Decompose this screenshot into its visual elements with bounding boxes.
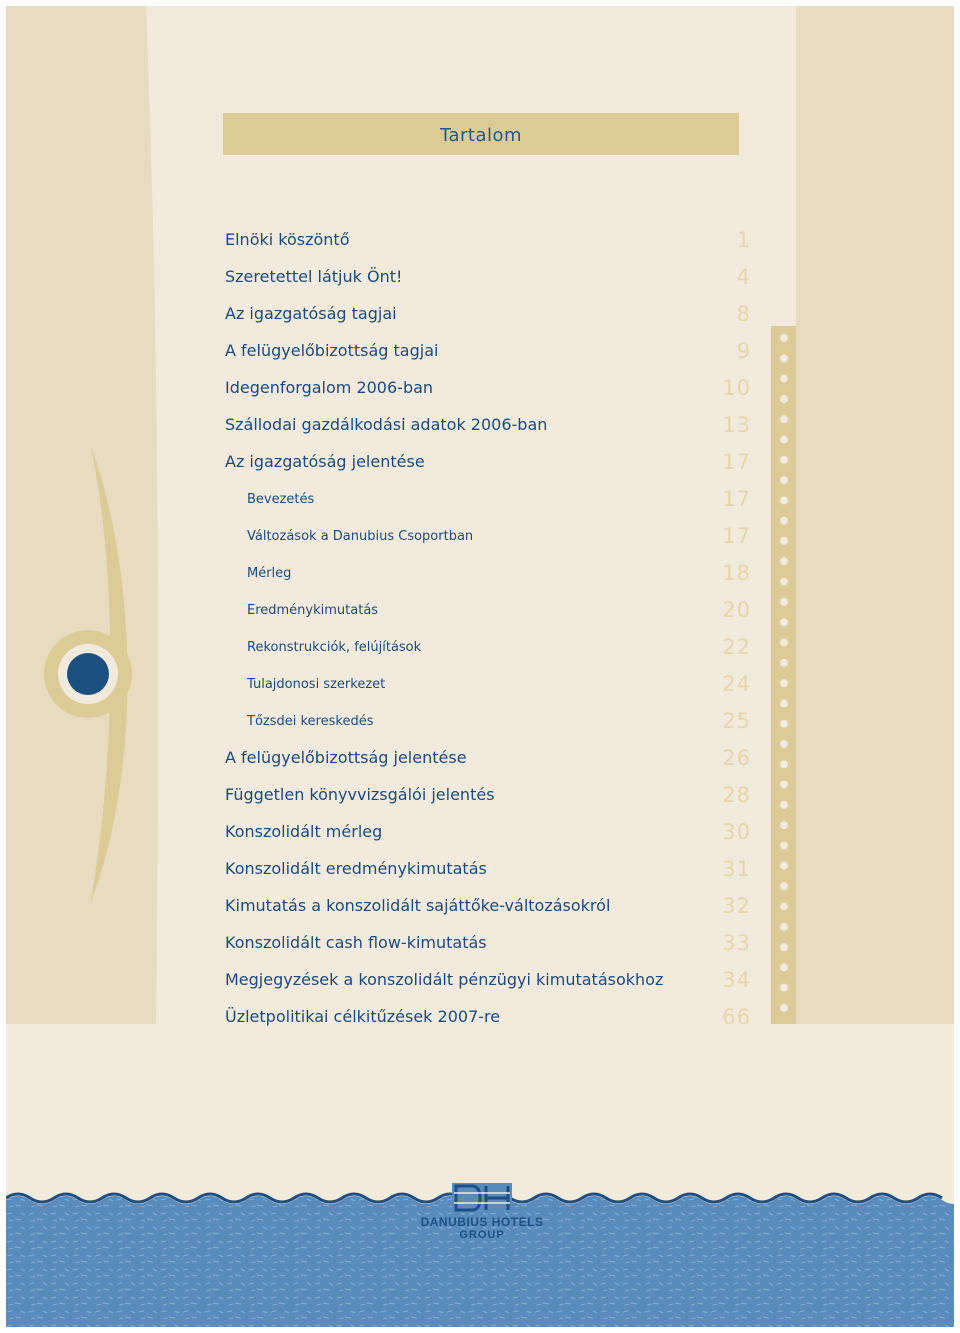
blue-dot-icon bbox=[67, 653, 109, 695]
dh-logo-icon bbox=[452, 1183, 512, 1213]
dot-mark bbox=[780, 740, 788, 748]
toc-entry-label: Konszolidált cash flow-kimutatás bbox=[225, 933, 487, 952]
dot-mark bbox=[780, 395, 788, 403]
left-panel bbox=[6, 6, 158, 1024]
dot-mark bbox=[780, 639, 788, 647]
page bbox=[6, 6, 954, 1327]
toc-entry[interactable] bbox=[225, 452, 753, 482]
toc-entry[interactable] bbox=[225, 1007, 753, 1037]
dot-mark bbox=[780, 699, 788, 707]
dot-mark bbox=[780, 842, 788, 850]
toc-entry-label: Független könyvvizsgálói jelentés bbox=[225, 785, 495, 804]
dot-mark bbox=[780, 943, 788, 951]
toc-entry-label: Szállodai gazdálkodási adatok 2006-ban bbox=[225, 415, 548, 434]
toc-page-number: 33 bbox=[722, 931, 751, 955]
toc-page-number: 8 bbox=[736, 302, 751, 326]
toc-entry[interactable] bbox=[225, 600, 753, 630]
toc-entry[interactable] bbox=[225, 267, 753, 297]
toc-entry[interactable] bbox=[225, 896, 753, 926]
toc-entry-label: Eredménykimutatás bbox=[247, 603, 379, 618]
dot-mark bbox=[780, 375, 788, 383]
toc-entry-label: Kimutatás a konszolidált sajáttőke-változásokról bbox=[225, 896, 611, 915]
dot-mark bbox=[780, 801, 788, 809]
toc-entry[interactable] bbox=[225, 563, 753, 593]
toc-page-number: 17 bbox=[722, 450, 751, 474]
toc-page-number: 13 bbox=[722, 413, 751, 437]
dot-mark bbox=[780, 963, 788, 971]
toc-entry-label: Tulajdonosi szerkezet bbox=[247, 677, 386, 692]
toc-entry-label: Az igazgatóság jelentése bbox=[225, 452, 425, 471]
toc-entry-label: Mérleg bbox=[247, 566, 292, 581]
toc-page-number: 24 bbox=[722, 672, 751, 696]
logo-text-line1: DANUBIUS HOTELS bbox=[420, 1215, 544, 1229]
toc-entry[interactable] bbox=[225, 933, 753, 963]
toc-entry[interactable] bbox=[225, 674, 753, 704]
danubius-logo bbox=[402, 1183, 562, 1243]
dot-mark bbox=[780, 862, 788, 870]
dot-mark bbox=[780, 517, 788, 525]
toc-page-number: 28 bbox=[722, 783, 751, 807]
dot-mark bbox=[780, 720, 788, 728]
dot-mark bbox=[780, 476, 788, 484]
toc-entry-label: Üzletpolitikai célkitűzések 2007-re bbox=[225, 1007, 501, 1026]
toc-entry[interactable] bbox=[225, 859, 753, 889]
title-bar bbox=[223, 113, 739, 155]
dot-mark bbox=[780, 902, 788, 910]
toc-entry-label: Az igazgatóság tagjai bbox=[225, 304, 397, 323]
toc-page-number: 25 bbox=[722, 709, 751, 733]
toc-page-number: 20 bbox=[722, 598, 751, 622]
toc-page-number: 66 bbox=[722, 1005, 751, 1029]
toc-page-number: 1 bbox=[736, 228, 751, 252]
toc-entry[interactable] bbox=[225, 378, 753, 408]
toc-entry-label: Tőzsdei kereskedés bbox=[247, 714, 374, 729]
toc-entry-label: Idegenforgalom 2006-ban bbox=[225, 378, 434, 397]
toc-page-number: 32 bbox=[722, 894, 751, 918]
toc-page-number: 17 bbox=[722, 487, 751, 511]
toc-entry-label: A felügyelőbizottság jelentése bbox=[225, 748, 467, 767]
toc-entry-label: Változások a Danubius Csoportban bbox=[247, 529, 474, 544]
toc-entry[interactable] bbox=[225, 304, 753, 334]
toc-page-number: 4 bbox=[736, 265, 751, 289]
dot-mark bbox=[780, 557, 788, 565]
toc-page-number: 30 bbox=[722, 820, 751, 844]
toc-entry-label: A felügyelőbizottság tagjai bbox=[225, 341, 439, 360]
toc-page-number: 10 bbox=[722, 376, 751, 400]
right-panel bbox=[796, 6, 954, 1024]
dot-mark bbox=[780, 436, 788, 444]
toc-entry-label: Konszolidált mérleg bbox=[225, 822, 383, 841]
dot-mark bbox=[780, 781, 788, 789]
dot-mark bbox=[780, 537, 788, 545]
toc-page-number: 22 bbox=[722, 635, 751, 659]
page-title: Tartalom bbox=[439, 125, 523, 146]
toc-entry-label: Megjegyzések a konszolidált pénzügyi kimutatásokhoz bbox=[225, 970, 664, 989]
dot-mark bbox=[780, 659, 788, 667]
dot-mark bbox=[780, 334, 788, 342]
toc-page-number: 17 bbox=[722, 524, 751, 548]
toc-entry-label: Bevezetés bbox=[247, 492, 315, 507]
toc-entry[interactable] bbox=[225, 748, 753, 778]
toc-entry[interactable] bbox=[225, 711, 753, 741]
dot-mark bbox=[780, 598, 788, 606]
dot-mark bbox=[780, 984, 788, 992]
toc-entry[interactable] bbox=[225, 230, 753, 260]
dot-mark bbox=[780, 415, 788, 423]
toc-entry[interactable] bbox=[225, 415, 753, 445]
dot-mark bbox=[780, 496, 788, 504]
logo-text-line2: GROUP bbox=[459, 1229, 505, 1241]
toc-entry[interactable] bbox=[225, 489, 753, 519]
toc-page-number: 26 bbox=[722, 746, 751, 770]
dot-mark bbox=[780, 760, 788, 768]
dot-mark bbox=[780, 618, 788, 626]
toc-page-number: 31 bbox=[722, 857, 751, 881]
toc-entry[interactable] bbox=[225, 526, 753, 556]
dot-mark bbox=[780, 456, 788, 464]
toc-entry[interactable] bbox=[225, 970, 753, 1000]
dot-mark bbox=[780, 882, 788, 890]
dot-mark bbox=[780, 578, 788, 586]
dot-mark bbox=[780, 923, 788, 931]
toc-entry[interactable] bbox=[225, 637, 753, 667]
dot-mark bbox=[780, 354, 788, 362]
toc-page-number: 18 bbox=[722, 561, 751, 585]
toc-entry[interactable] bbox=[225, 822, 753, 852]
toc-entry-label: Konszolidált eredménykimutatás bbox=[225, 859, 487, 878]
toc-entry[interactable] bbox=[225, 341, 753, 371]
dot-mark bbox=[780, 679, 788, 687]
toc-entry-label: Szeretettel látjuk Önt! bbox=[225, 267, 403, 286]
dot-mark bbox=[780, 821, 788, 829]
toc-entry[interactable] bbox=[225, 785, 753, 815]
toc-entry-label: Elnöki köszöntő bbox=[225, 230, 350, 249]
toc-entry-label: Rekonstrukciók, felújítások bbox=[247, 640, 422, 655]
dot-mark bbox=[780, 1004, 788, 1012]
toc-page-number: 34 bbox=[722, 968, 751, 992]
toc-page-number: 9 bbox=[736, 339, 751, 363]
